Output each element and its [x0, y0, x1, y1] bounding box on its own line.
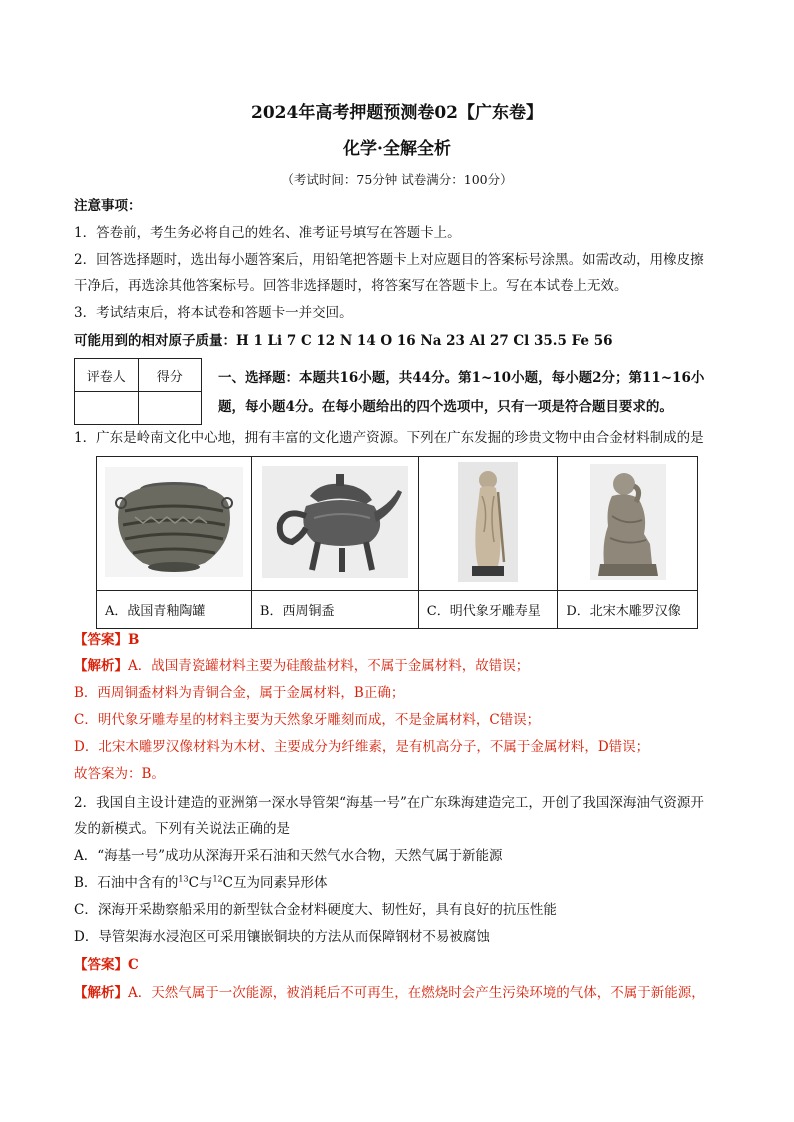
q1-answer: 【答案】B [74, 632, 140, 648]
q2-answer: 【答案】C [74, 957, 139, 973]
note-item: 干净后，再选涂其他答案标号。回答非选择题时，将答案写在答题卡上。写在本试卷上无效。 [74, 278, 628, 294]
q1-option-c-caption: C．明代象牙雕寿星 [418, 591, 558, 629]
q1-option-a-caption: A．战国青釉陶罐 [97, 591, 252, 629]
q1-analysis-text: A．战国青瓷罐材料主要为硅酸盐材料，不属于金属材料，故错误； [128, 658, 530, 674]
score-table-header-grader: 评卷人 [75, 359, 139, 392]
q2-stem-line1: 2．我国自主设计建造的亚洲第一深水导管架“海基一号”在广东珠海建造完工，开创了我国深海油气资源开 [74, 795, 704, 811]
q1-options-table [96, 456, 698, 629]
score-table [74, 358, 202, 425]
q1-option-d-caption: D．北宋木雕罗汉像 [558, 591, 698, 629]
notes-heading: 注意事项： [74, 198, 142, 214]
q2-option-b-text: B．石油中含有的 [74, 875, 179, 891]
q1-option-d-image-cell [558, 457, 698, 591]
q2-option-b-text: C互为同素异形体 [222, 875, 328, 891]
exam-info: （考试时间：75分钟 试卷满分：100分） [281, 172, 513, 187]
wooden-arhat-photo [590, 464, 666, 580]
q2-option-a: A．“海基一号”成功从深海开采石油和天然气水合物，天然气属于新能源 [74, 848, 503, 864]
q1-analysis-c: C．明代象牙雕寿星的材料主要为天然象牙雕刻而成，不是金属材料，C错误； [74, 712, 541, 728]
q1-analysis-a [74, 656, 734, 676]
isotope-mass-13: 13 [178, 874, 189, 884]
page-title: 2024年高考押题预测卷02【广东卷】 [251, 103, 543, 123]
section-line: 一、选择题：本题共16小题，共44分。第1~10小题，每小题2分；第11~16小 [218, 370, 705, 386]
bronze-he-vessel-photo [262, 466, 408, 578]
note-item: 1．答卷前，考生务必将自己的姓名、准考证号填写在答题卡上。 [74, 225, 461, 241]
q1-analysis-b: B．西周铜盉材料为青铜合金，属于金属材料，B正确； [74, 685, 405, 701]
q1-option-c-image-cell [418, 457, 558, 591]
atomic-masses: 可能用到的相对原子质量：H 1 Li 7 C 12 N 14 O 16 Na 23 Al 27 Cl 35.5 Fe 56 [74, 333, 613, 349]
score-table-cell-score [138, 392, 202, 425]
bronze-jar-photo [105, 467, 243, 577]
note-item: 2．回答选择题时，选出每小题答案后，用铅笔把答题卡上对应题目的答案标号涂黑。如需改动，用橡皮擦 [74, 252, 704, 268]
q2-analysis-text: A．天然气属于一次能源，被消耗后不可再生，在燃烧时会产生污染环境的气体，不属于新能源， [128, 985, 705, 1001]
q2-stem-line2: 发的新模式。下列有关说法正确的是 [74, 821, 290, 837]
note-item: 3．考试结束后，将本试卷和答题卡一并交回。 [74, 305, 353, 321]
q1-option-b-caption: B．西周铜盉 [251, 591, 418, 629]
section-line: 题，每小题4分。在每小题给出的四个选项中，只有一项是符合题目要求的。 [218, 399, 673, 415]
q2-option-b [74, 873, 734, 893]
ivory-figure-photo [458, 462, 518, 582]
q1-analysis-d: D．北宋木雕罗汉像材料为木材、主要成分为纤维素，是有机高分子，不属于金属材料，D错误； [74, 739, 650, 755]
q2-analysis-label: 【解析】 [74, 985, 128, 1001]
q2-analysis-a [74, 983, 734, 1003]
section-instructions [218, 364, 728, 422]
q1-conclusion: 故答案为：B。 [74, 766, 165, 782]
q1-option-b-image-cell [251, 457, 418, 591]
score-table-cell-grader [75, 392, 139, 425]
q1-stem: 1．广东是岭南文化中心地，拥有丰富的文化遗产资源。下列在广东发掘的珍贵文物中由合金材料制成的是 [74, 430, 704, 446]
q2-option-d: D．导管架海水浸泡区可采用镶嵌铜块的方法从而保障钢材不易被腐蚀 [74, 929, 490, 945]
q1-analysis-label: 【解析】 [74, 658, 128, 674]
q2-option-b-text: C与 [188, 875, 213, 891]
score-table-header-score: 得分 [138, 359, 202, 392]
isotope-mass-12: 12 [212, 874, 223, 884]
page-subtitle: 化学·全解全析 [343, 139, 451, 159]
q2-option-c: C．深海开采勘察船采用的新型钛合金材料硬度大、韧性好，具有良好的抗压性能 [74, 902, 557, 918]
q1-option-a-image-cell [97, 457, 252, 591]
